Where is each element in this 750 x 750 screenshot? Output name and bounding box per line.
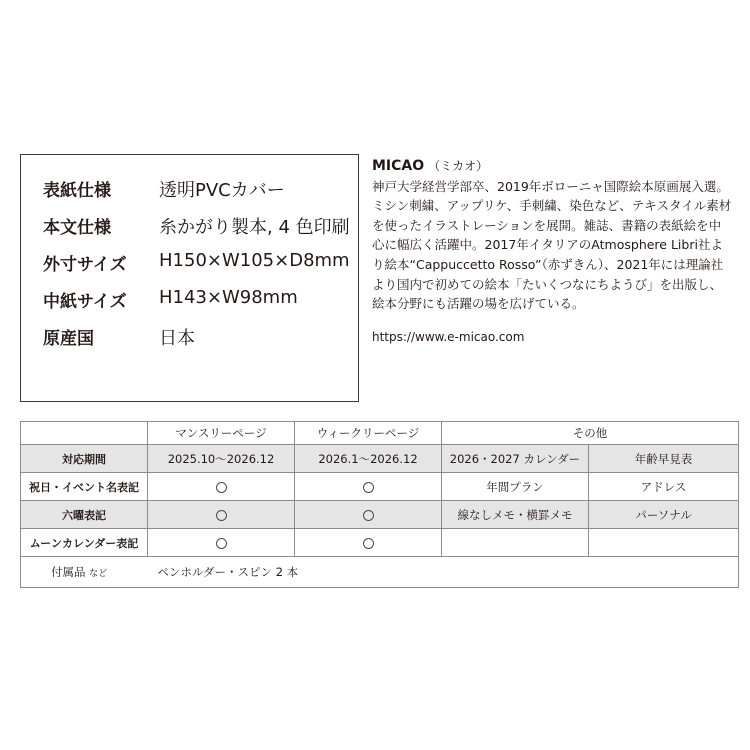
- row-label: 六曜表記: [21, 501, 148, 529]
- cell-other-2: 年齢早見表: [589, 445, 739, 473]
- table-row: [21, 501, 739, 529]
- spec-label: 中紙サイズ: [43, 292, 127, 312]
- circle-mark-icon: [216, 482, 227, 493]
- accessories-label-cell: [21, 557, 148, 588]
- header-other: その他: [442, 422, 739, 445]
- header-empty-cell: [21, 422, 148, 445]
- accessories-label: 付属品: [51, 565, 86, 579]
- spec-label: 原産国: [43, 329, 94, 349]
- cell-weekly: [295, 473, 442, 501]
- circle-mark-icon: [363, 482, 374, 493]
- cell-monthly: [148, 501, 295, 529]
- feature-table: [20, 421, 739, 588]
- cell-other-2: パーソナル: [589, 501, 739, 529]
- cell-weekly: [295, 529, 442, 557]
- cell-other-2: アドレス: [589, 473, 739, 501]
- accessories-value: ペンホルダー・スピン 2 本: [148, 557, 739, 588]
- cell-monthly: 2025.10～2026.12: [148, 445, 295, 473]
- cell-other-1: [442, 529, 589, 557]
- cell-other-1: 線なしメモ・横罫メモ: [442, 501, 589, 529]
- cell-monthly: [148, 529, 295, 557]
- accessories-label-suffix: など: [89, 569, 108, 579]
- cell-other-1: 年間プラン: [442, 473, 589, 501]
- spec-box: [20, 154, 359, 402]
- circle-mark-icon: [216, 538, 227, 549]
- circle-mark-icon: [363, 538, 374, 549]
- circle-mark-icon: [216, 510, 227, 521]
- author-heading: [372, 156, 732, 177]
- table-row: [21, 445, 739, 473]
- author-kana: （ミカオ）: [428, 159, 489, 173]
- author-profile: [372, 156, 732, 314]
- cell-weekly: 2026.1～2026.12: [295, 445, 442, 473]
- cell-other-1: 2026・2027 カレンダー: [442, 445, 589, 473]
- spec-label: 本文仕様: [43, 218, 111, 238]
- spec-label: 外寸サイズ: [43, 255, 127, 275]
- table-row: [21, 473, 739, 501]
- cell-weekly: [295, 501, 442, 529]
- author-bio: 神戸大学経営学部卒、2019年ボローニャ国際絵本原画展入選。 ミシン刺繍、アップリケ、手刺繍、染色など、テキスタイル素材 を使ったイラストレーションを展開。雑誌、書籍の表紙絵を中 心に幅広く活躍中。2017年イタリアのAtmosphere Libri社よ り絵本“Cappuccetto Rosso”（赤ずきん）、2021年には理論社 より国内で初めての絵本「たいくつなにちようび」を出版し、 絵本分野にも活躍の場を広げている。: [372, 178, 732, 312]
- spec-value: 糸かがり製本, 4 色印刷: [159, 217, 350, 238]
- table-header-row: [21, 422, 739, 445]
- author-url-link[interactable]: https://www.e-micao.com: [372, 330, 525, 344]
- accessories-row: [21, 557, 739, 588]
- spec-label: 表紙仕様: [43, 181, 111, 201]
- spec-value: 透明PVCカバー: [159, 180, 285, 201]
- spec-value: 日本: [159, 328, 195, 349]
- spec-value: H143×W98mm: [159, 287, 298, 308]
- circle-mark-icon: [363, 510, 374, 521]
- header-weekly: ウィークリーページ: [295, 422, 442, 445]
- header-monthly: マンスリーページ: [148, 422, 295, 445]
- table-row: [21, 529, 739, 557]
- spec-value: H150×W105×D8mm: [159, 250, 350, 271]
- cell-other-2: [589, 529, 739, 557]
- row-label: 祝日・イベント名表記: [21, 473, 148, 501]
- row-label: 対応期間: [21, 445, 148, 473]
- row-label: ムーンカレンダー表記: [21, 529, 148, 557]
- cell-monthly: [148, 473, 295, 501]
- author-name: MICAO: [372, 158, 425, 174]
